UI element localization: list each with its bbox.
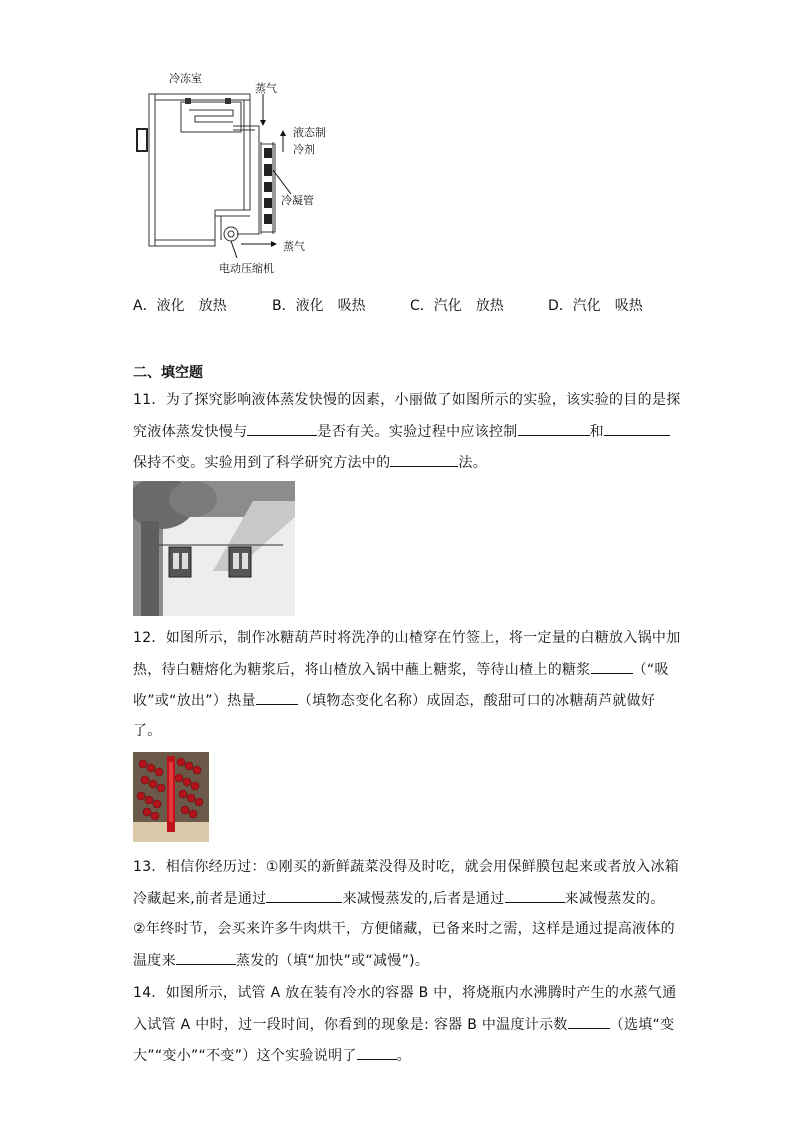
q13-line-2 [133, 888, 665, 909]
condenser-label: 冷凝管 [281, 194, 314, 207]
q12-text: 热，待白糖熔化为糖浆后，将山楂放入锅中蘸上糖浆，等待山楂上的糖浆 [133, 662, 591, 678]
q13-blank-2[interactable] [505, 888, 565, 903]
q11-text: 是否有关。实验过程中应该控制 [317, 424, 518, 440]
compressor-label: 电动压缩机 [219, 262, 274, 275]
q14-line-2 [133, 1014, 674, 1035]
section-title: 二、填空题 [133, 365, 203, 381]
q14-text: （选填“变 [609, 1017, 675, 1033]
q12-line-1: 12．如图所示，制作冰糖葫芦时将洗净的山楂穿在竹签上，将一定量的白糖放入锅中加 [133, 630, 681, 646]
q11-blank-3[interactable] [604, 421, 670, 436]
q13-text: 蒸发的（填“加快”或“减慢”)。 [235, 953, 430, 969]
option-d: D．汽化 吸热 [548, 298, 643, 314]
q11-text: 保持不变。实验用到了科学研究方法中的 [133, 455, 391, 471]
candied-haws-image [133, 752, 209, 842]
refrigerator-schematic [133, 74, 363, 284]
q14-blank-2[interactable] [357, 1045, 397, 1060]
q11-text: 和 [589, 424, 604, 440]
q12-line-3 [133, 690, 655, 711]
q14-line-3 [133, 1045, 411, 1066]
vapor-top-label: 蒸气 [255, 82, 277, 95]
q13-blank-1[interactable] [266, 888, 342, 903]
q11-text: 法。 [458, 455, 488, 471]
q12-blank-1[interactable] [591, 659, 633, 674]
q13-line-3: ②年终时节，会买来许多牛肉烘干，方便储藏，已备来时之需，这样是通过提高液体的 [133, 921, 675, 937]
option-c: C．汽化 放热 [410, 298, 504, 314]
q13-text: 来减慢蒸发的,后者是通过 [342, 891, 505, 907]
q14-text: 大”“变小”“不变”）这个实验说明了 [133, 1048, 357, 1064]
liquid-refrigerant-label-2: 冷剂 [293, 143, 315, 156]
q12-text: 收”或“放出”）热量 [133, 693, 256, 709]
vapor-bottom-label: 蒸气 [283, 240, 305, 253]
q11-text: 究液体蒸发快慢与 [133, 424, 248, 440]
tree-clothes-illustration [133, 481, 295, 616]
q13-text: 冷藏起来,前者是通过 [133, 891, 267, 907]
q14-text: 。 [396, 1048, 411, 1064]
q13-blank-3[interactable] [176, 950, 236, 965]
freezer-label: 冷冻室 [169, 72, 202, 85]
q13-line-1: 13．相信你经历过：①刚买的新鲜蔬菜没得及时吃，就会用保鲜膜包起来或者放入冰箱 [133, 859, 680, 875]
q13-text: 温度来 [133, 953, 176, 969]
evaporation-experiment-image [133, 481, 295, 616]
option-a: A．液化 放热 [133, 298, 227, 314]
q11-line-2 [133, 421, 670, 442]
q12-line-4: 了。 [133, 723, 162, 739]
q12-text: （“吸 [632, 662, 669, 678]
candied-haws-illustration [133, 752, 209, 842]
q14-text: 入试管 A 中时，过一段时间，你看到的现象是: 容器 B 中温度计示数 [133, 1017, 568, 1033]
q11-blank-2[interactable] [518, 421, 590, 436]
q11-blank-1[interactable] [247, 421, 317, 436]
q12-text: （填物态变化名称）成固态，酸甜可口的冰糖葫芦就做好 [297, 693, 656, 709]
q12-blank-2[interactable] [256, 690, 298, 705]
q11-line-3 [133, 452, 487, 473]
q13-text: 来减慢蒸发的。 [564, 891, 665, 907]
liquid-refrigerant-label-1: 液态制 [293, 126, 326, 139]
q11-line-1: 11．为了探究影响液体蒸发快慢的因素，小丽做了如图所示的实验，该实验的目的是探 [133, 392, 681, 408]
q12-line-2 [133, 659, 669, 680]
q13-line-4 [133, 950, 429, 971]
q14-blank-1[interactable] [568, 1014, 610, 1029]
q14-line-1: 14．如图所示，试管 A 放在装有冷水的容器 B 中，将烧瓶内水沸腾时产生的水蒸气通 [133, 985, 677, 1001]
option-b: B．液化 吸热 [272, 298, 366, 314]
q11-blank-4[interactable] [390, 452, 458, 467]
refrigerator-diagram [133, 74, 363, 284]
